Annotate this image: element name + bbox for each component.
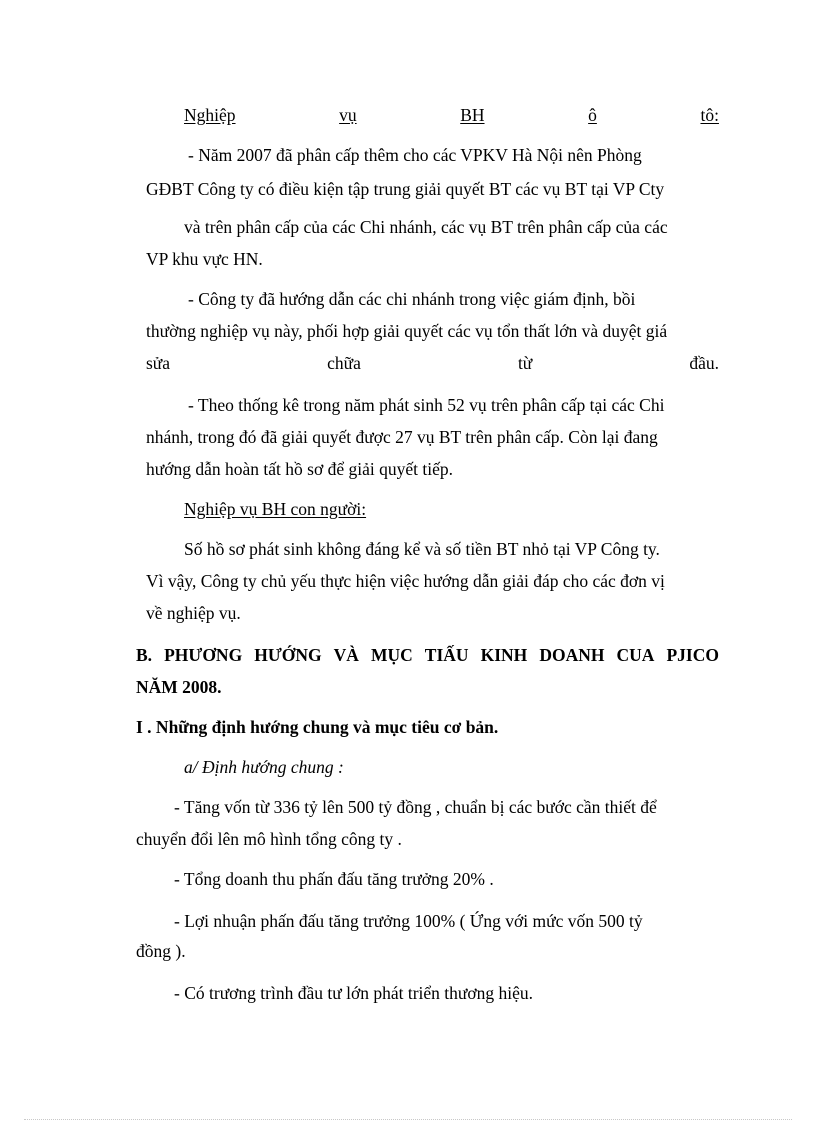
auto-p1-line2: GĐBT Công ty có điều kiện tập trung giải quyết BT các vụ BT tại VP Cty [146,179,665,199]
section-b-title-word: KINH [480,645,528,665]
section-i-subtitle: a/ Định hướng chung : [184,757,344,777]
section-b-title-line2: NĂM 2008. [136,677,222,697]
section-b-title-word: HƯỚNG [254,645,322,665]
section-i-title: I . Những định hướng chung và mục tiêu cơ bản. [136,717,499,737]
human-p1-line3: về nghiệp vụ. [146,603,241,623]
goal-1-line1: - Tăng vốn từ 336 tỷ lên 500 tỷ đồng , chuẩn bị các bước cần thiết để [174,797,657,817]
human-insurance-heading: Nghiệp vụ BH con người: [184,499,367,519]
section-b-title-word: DOANH [539,645,605,665]
section-b-title-line1 [136,644,719,666]
section-b-title-word: PJICO [666,645,719,665]
auto-p1-line1: - Năm 2007 đã phân cấp thêm cho các VPKV Hà Nội nên Phòng [188,145,642,165]
goal-3-line2: đồng ). [136,941,186,961]
auto-p1-line4: VP khu vực HN. [146,249,263,269]
section-b-title-word: B. [136,645,153,665]
goal-2: - Tổng doanh thu phấn đấu tăng trưởng 20% . [174,869,494,889]
section-b-title-word: CUA [616,645,655,665]
goal-1-line2: chuyển đổi lên mô hình tổng công ty . [136,829,402,849]
auto-p2-line2: thường nghiệp vụ này, phối hợp giải quyết các vụ tổn thất lớn và duyệt giá [146,321,668,341]
section-b-title-word: PHƯƠNG [164,645,243,665]
section-b-title-word: TIẤU [424,645,469,665]
section-b-title-word: VÀ [333,645,359,665]
auto-p2-line3: sửa chữa từ đầu. [146,353,719,373]
auto-p3-line1: - Theo thống kê trong năm phát sinh 52 vụ trên phân cấp tại các Chi [188,395,665,415]
human-p1-line2: Vì vậy, Công ty chủ yếu thực hiện việc hướng dẫn giải đáp cho các đơn vị [146,571,665,591]
goal-4: - Có trương trình đầu tư lớn phát triển thương hiệu. [174,983,534,1003]
page-bottom-rule [24,1119,792,1120]
auto-insurance-heading: Nghiệp vụ BH ô tô: [184,105,719,125]
goal-3-line1: - Lợi nhuận phấn đấu tăng trưởng 100% ( Ứng với mức vốn 500 tỷ [174,911,643,931]
auto-p1-line3: và trên phân cấp của các Chi nhánh, các vụ BT trên phân cấp của các [184,217,668,237]
human-p1-line1: Số hồ sơ phát sinh không đáng kể và số tiền BT nhỏ tại VP Công ty. [184,539,660,559]
section-b-title-word: MỤC [370,645,413,665]
auto-p3-line2: nhánh, trong đó đã giải quyết được 27 vụ BT trên phân cấp. Còn lại đang [146,427,658,447]
auto-p3-line3: hướng dẫn hoàn tất hồ sơ để giải quyết tiếp. [146,459,453,479]
auto-p2-line1: - Công ty đã hướng dẫn các chi nhánh trong việc giám định, bồi [188,289,636,309]
